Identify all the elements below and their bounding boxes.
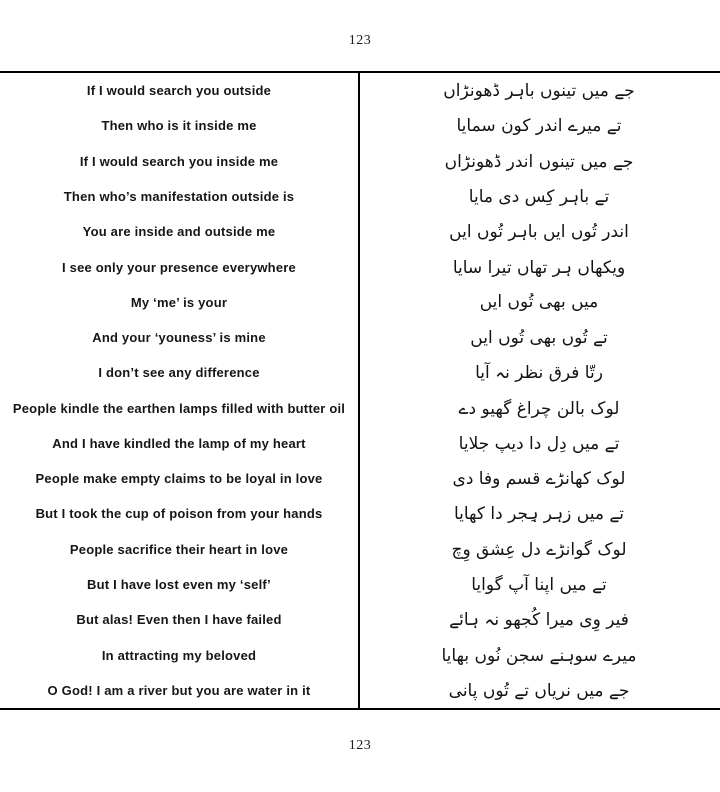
poem-table	[0, 71, 720, 710]
english-line: I don’t see any difference	[98, 365, 260, 381]
urdu-line: میں بھی تُوں ایں	[479, 292, 599, 313]
urdu-column	[360, 73, 718, 708]
urdu-line: رتّا فرق نظر نہ آیا	[475, 363, 603, 384]
urdu-line: جے میں تینوں باہر ڈھونڑاں	[443, 81, 635, 102]
urdu-line: تے تُوں بھی تُوں ایں	[470, 328, 608, 349]
english-column	[0, 73, 360, 708]
english-line: In attracting my beloved	[101, 647, 257, 663]
english-line: Then who is it inside me	[101, 118, 257, 134]
urdu-line: ویکھاں ہر تھاں تیرا سایا	[452, 257, 626, 278]
english-line: O God! I am a river but you are water in it	[47, 682, 311, 698]
top-page-number: 123	[348, 33, 372, 48]
english-line: And your ‘youness’ is mine	[92, 330, 266, 346]
urdu-line: تے میں زہر ہِجر دا کھایا	[453, 504, 625, 525]
urdu-line: جے میں تینوں اندر ڈھونڑاں	[444, 151, 634, 172]
english-line: People make empty claims to be loyal in love	[35, 471, 323, 487]
english-line: My ‘me’ is your	[130, 294, 228, 310]
urdu-line: تے میں اپنا آپ گوایا	[471, 575, 607, 596]
urdu-line: لوک گوانڑے دل عِشق وِچ	[451, 539, 627, 560]
urdu-line: لوک کھانڑے قسم وفا دی	[452, 469, 626, 490]
urdu-line: اندر تُوں ایں باہر تُوں ایں	[449, 222, 629, 243]
urdu-line: جے میں نریاں تے تُوں پانی	[448, 680, 630, 701]
urdu-line: تے باہر کِس دی مایا	[468, 186, 610, 207]
english-line: People kindle the earthen lamps filled with butter oil	[12, 400, 346, 416]
english-line: You are inside and outside me	[82, 224, 276, 240]
english-line: I see only your presence everywhere	[62, 259, 296, 275]
english-line: If I would search you outside	[86, 83, 272, 99]
english-line: But I have lost even my ‘self’	[87, 577, 271, 593]
english-line: But I took the cup of poison from your hands	[35, 506, 323, 522]
urdu-line: تے میرے اندر کون سمایا	[456, 116, 622, 137]
bottom-page-number: 123	[348, 738, 372, 753]
english-line: People sacrifice their heart in love	[69, 541, 289, 557]
english-line: Then who’s manifestation outside is	[63, 188, 295, 204]
english-line: But alas! Even then I have failed	[76, 612, 282, 628]
urdu-line: تے میں دِل دا دیپ جلایا	[458, 433, 620, 454]
english-line: If I would search you inside me	[79, 153, 279, 169]
urdu-line: لوک بالن چراغ گھیو دے	[458, 398, 620, 419]
urdu-line: فیر وِی میرا کُجھو نہ ہائے	[449, 610, 629, 631]
urdu-line: میرے سوہنے سجن نُوں بھایا	[441, 645, 637, 666]
english-line: And I have kindled the lamp of my heart	[52, 435, 306, 451]
